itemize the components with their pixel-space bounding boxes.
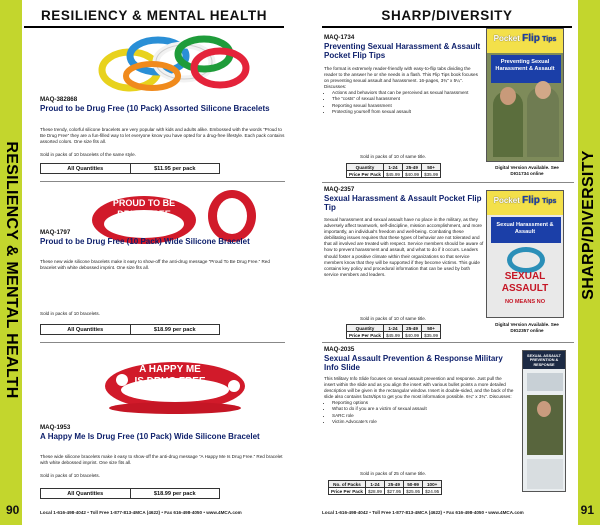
table-cell: $24.95 (423, 488, 442, 495)
section-title: RESILIENCY & MENTAL HEALTH (40, 8, 268, 23)
side-tab-resiliency (0, 0, 22, 525)
side-tab-label: SHARP/DIVERSITY (580, 150, 597, 300)
table-cell: $45.99 (383, 332, 402, 339)
topic-list (332, 400, 514, 424)
table-header: 25-49 (403, 164, 422, 171)
product-divider (40, 342, 285, 343)
cover-heading: SEXUAL ASSAULT PREVENTION & RESPONSE (527, 354, 561, 367)
digital-version-note: Digital Version Available. See DIG2357 online (495, 322, 559, 333)
cover-brand-flip: Flip (522, 195, 540, 206)
assorted-bracelets-image (92, 30, 252, 96)
flip-tips-cover-2 (486, 190, 564, 318)
table-header: 1-24 (383, 325, 402, 332)
sold-info: Sold in packs of 10 of same title. (360, 316, 427, 321)
cover-heading: Preventing Sexual Harassment & Assault (495, 59, 555, 72)
table-header: Quantity (347, 325, 384, 332)
cover-brand-flip: Flip (522, 33, 540, 44)
product-title: Proud to be Drug Free (10 Pack) Assorted Silicone Bracelets (40, 104, 270, 113)
product-description (324, 66, 484, 115)
topic-item: • Protecting yourself from sexual assault (332, 109, 484, 115)
product-description: These trendy, colorful silicone bracelets are very popular with kids and adults alike. Embossed with the words “Proud to Be Drug Free” they are a fun-filled way to let everyone know you have opted for a drug-free lifestyle. Each pack contains assorted colors. One size fits all. (40, 127, 285, 145)
price-table (346, 163, 441, 178)
table-cell: $35.99 (422, 332, 441, 339)
side-tab-label: RESILIENCY & MENTAL HEALTH (3, 141, 20, 399)
table-header: 50+ (422, 164, 441, 171)
product-divider (322, 342, 574, 343)
product-divider (40, 181, 285, 182)
cover-heading: Sexual Harassment & Assault (496, 222, 554, 235)
cover-brand (487, 195, 563, 206)
product-sku: MAQ-1797 (40, 229, 71, 236)
happy-bracelet-imprint-2: IS DRUG FREE (134, 376, 206, 387)
quantity-label: All Quantities (41, 325, 131, 334)
table-header: 1-24 (365, 481, 384, 488)
description-text: The format is extremely reader-friendly with easy-to-flip tabs dividing the reader to the answer he or she needs in a flash. This Flip Tips book focuses on preventing sexual assault and harassment. 16-pages, 3¾" x 5¼". Discusses: (324, 66, 478, 90)
product-sku: MAQ-382868 (40, 96, 78, 103)
wide-bracelet-imprint-1: PROUD TO BE (112, 198, 176, 208)
digital-version-note: Digital Version Available. See DIG1734 online (495, 165, 559, 176)
page-number: 91 (580, 503, 594, 517)
quantity-label: All Quantities (41, 164, 131, 173)
price-value: $18.99 per pack (153, 326, 196, 333)
table-header: 50+ (422, 325, 441, 332)
table-cell: $28.99 (365, 488, 384, 495)
product-title: Proud to be Drug Free (10 Pack) Wide Silicone Bracelet (40, 237, 250, 246)
price-value: $18.99 per pack (153, 490, 196, 497)
price-value: $11.95 per pack (154, 165, 196, 172)
cover-stamp-line2: ASSAULT (501, 283, 549, 294)
table-header: 25-49 (385, 481, 404, 488)
price-bar (40, 488, 220, 499)
table-cell: $40.99 (403, 332, 422, 339)
product-title: Sexual Harassment & Assault Pocket Flip Tip (324, 194, 482, 213)
sold-info: Sold in packs of 10 of same title. (360, 154, 427, 159)
happy-bracelet-imprint-1: A HAPPY ME (139, 364, 201, 375)
cover-brand-tips: Tips (542, 198, 557, 205)
page-footer: Local 1-616-498-4042 • Toll Free 1-877-813-4MCA (4622) • Fax 616-498-4050 • www.4MCA.com (40, 510, 242, 515)
table-row-label: Price Per Pack (347, 171, 384, 178)
product-description: Sexual harassment and sexual assault have no place in the military, as they adversely affect teamwork, self-discipline, mission accomplishment, and more importantly, an individual’s freedom and well-being. Combating these debilitating issues requires that these types of behavior are not tolerated and that all involved are treated with respect. Service members should be aware of how to prevent harassment and assault, and what to do if it occurs. Leaders should foster a positive climate within their organizations so that service members know that they will be supported if they become victims. This guide contains key policy and procedural information that can be used by both service members and leaders. (324, 217, 484, 277)
product-sku: MAQ-1953 (40, 424, 71, 431)
price-bar (40, 163, 220, 174)
sold-info: Sold in packs of 10 bracelets of the same style. (40, 152, 137, 157)
table-header: No. of Packs (329, 481, 366, 488)
product-title: Sexual Assault Prevention & Response Military Info Slide (324, 354, 503, 373)
cover-stamp-line3: NO MEANS NO (504, 299, 546, 305)
table-header: 100+ (423, 481, 442, 488)
wide-bracelet-imprint-2: DRUG-FREE (117, 209, 171, 219)
topic-list (332, 90, 484, 114)
topic-item: • Victim Advocate’s role (332, 419, 514, 425)
product-description: These wide silicone bracelets make it easy to show-off the anti-drug message “A Happy Me Is Drug Free.” Red bracelet with white debossed imprint. One size fits all. (40, 454, 283, 466)
topic-item: • Reporting sexual harassment (332, 103, 484, 109)
table-header: 1-24 (383, 164, 402, 171)
cover-brand-pocket: Pocket (493, 196, 520, 205)
sold-info: Sold in packs of 10 bracelets. (40, 311, 101, 316)
info-slide-cover (522, 350, 566, 492)
topic-item: • The “costs” of sexual harassment (332, 96, 484, 102)
table-row-label: Price Per Pack (347, 332, 384, 339)
section-header (24, 6, 284, 28)
page-footer: Local 1-616-498-4042 • Toll Free 1-877-813-4MCA (4622) • Fax 616-498-4050 • www.4MCA.com (322, 510, 524, 515)
price-table (346, 324, 441, 339)
table-cell: $27.95 (385, 488, 404, 495)
product-sku: MAQ-1734 (324, 34, 355, 41)
table-cell: $35.99 (422, 171, 441, 178)
table-cell: $25.95 (404, 488, 423, 495)
quantity-label: All Quantities (41, 489, 131, 498)
product-sku: MAQ-2357 (324, 186, 355, 193)
description-text: This Military Info Slide focuses on sexual assault prevention and response. Just pull the insert within the slide and as you align the insert with various bullet points a more detailed description will be given in the rectangular window. Insert is double-sided, and the back of the slide also contains facts/tips to get you the most information possible. 6¼" x 3¾". Discusses: (324, 376, 514, 400)
product-title: Preventing Sexual Harassment & Assault Pocket Flip Tips (324, 42, 481, 61)
table-header: 25-49 (403, 325, 422, 332)
happy-me-bracelets-image (80, 346, 270, 416)
table-header: Quantity (347, 164, 384, 171)
flip-tips-cover-1 (486, 28, 564, 162)
topic-item: • What to do if you are a victim of sexual assault (332, 406, 514, 412)
side-tab-sharp (578, 0, 600, 525)
table-header: 50-99 (404, 481, 423, 488)
section-title: SHARP/DIVERSITY (381, 8, 513, 23)
right-page (300, 0, 600, 525)
topic-item: • SARC role (332, 413, 514, 419)
page-number: 90 (6, 503, 20, 517)
product-title: A Happy Me Is Drug Free (10 Pack) Wide Silicone Bracelet (40, 432, 260, 441)
cover-brand-tips: Tips (542, 36, 557, 43)
topic-item: • Actions and behaviors that can be perceived as sexual harassment (332, 90, 484, 96)
cover-brand-pocket: Pocket (493, 34, 520, 43)
table-cell: $45.99 (383, 171, 402, 178)
price-table (328, 480, 442, 495)
sold-info: Sold in packs of 25 of same title. (360, 471, 427, 476)
product-sku: MAQ-2035 (324, 346, 355, 353)
cover-brand (487, 33, 563, 44)
topic-item: • Reporting options (332, 400, 514, 406)
product-divider (322, 182, 574, 183)
sold-info: Sold in packs of 10 bracelets. (40, 473, 101, 478)
section-header (322, 6, 572, 28)
product-description (324, 376, 514, 425)
price-bar (40, 324, 220, 335)
cover-stamp-line1: SEXUAL (504, 271, 546, 282)
product-description: These new wide silicone bracelets make it easy to show-off the anti-drug message “Proud To Be Drug Free.” Red bracelet with white debossed imprint. One size fits all. (40, 259, 270, 271)
table-row-label: Price Per Pack (329, 488, 366, 495)
table-cell: $40.99 (403, 171, 422, 178)
